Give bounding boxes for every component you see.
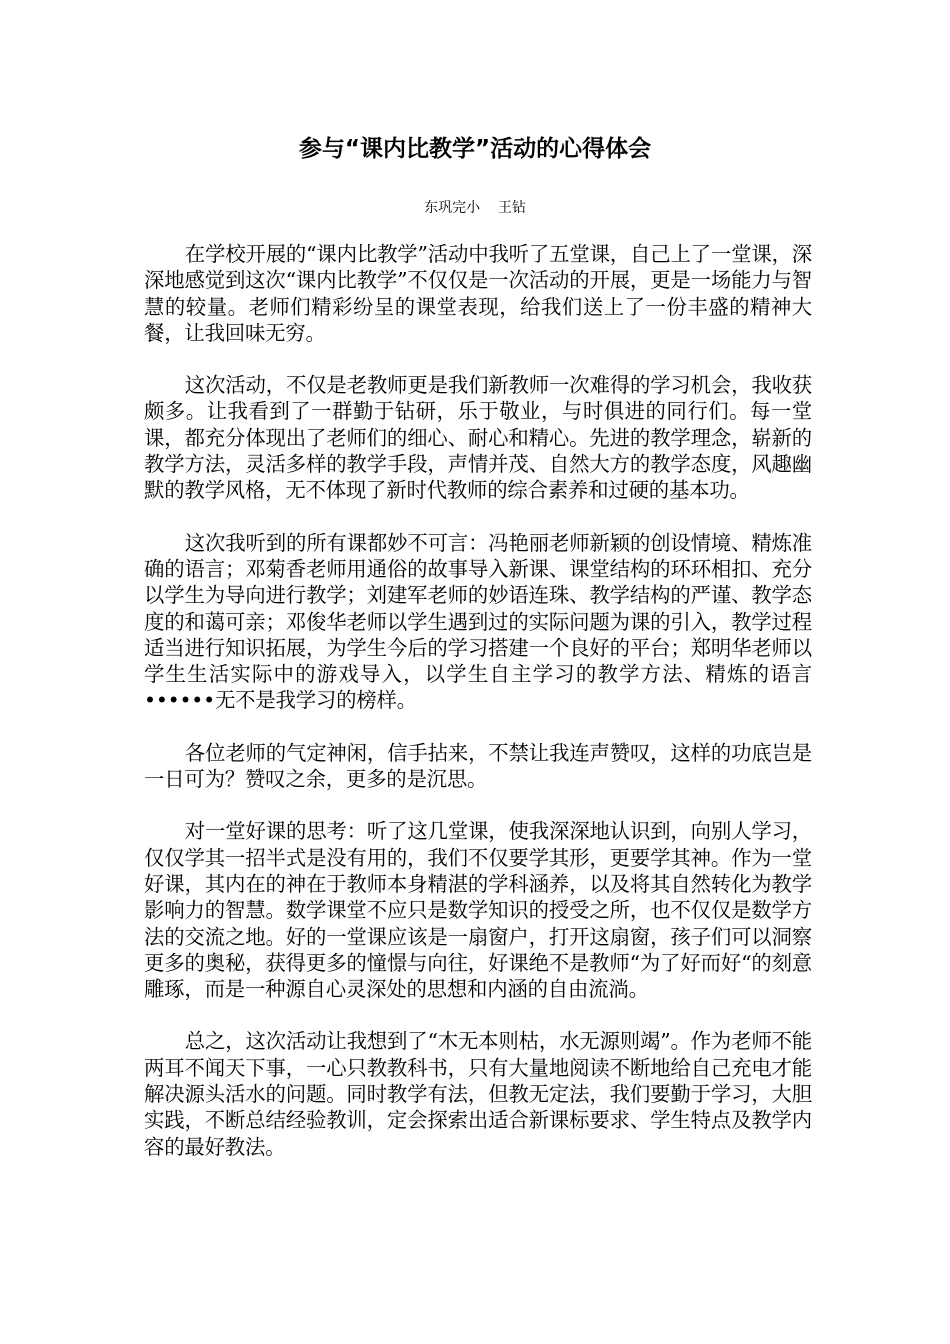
paragraph-4: 各位老师的气定神闲，信手拈来，不禁让我连声赞叹，这样的功底岂是一日可为？赞叹之余，更多的是沉思。 (144, 740, 812, 792)
paragraph-2: 这次活动，不仅是老教师更是我们新教师一次难得的学习机会，我收获颇多。让我看到了一群勤于钻研，乐于敬业，与时俱进的同行们。每一堂课，都充分体现出了老师们的细心、耐心和精心。先进的教学理念，崭新的教学方法，灵活多样的教学手段，声情并茂、自然大方的教学态度，风趣幽默的教学风格，无不体现了新时代教师的综合素养和过硬的基本功。 (144, 373, 812, 503)
paragraph-6: 总之，这次活动让我想到了“木无本则枯，水无源则竭”。作为老师不能两耳不闻天下事，一心只教教科书，只有大量地阅读不断地给自己充电才能解决源头活水的问题。同时教学有法，但教无定法，我们要勤于学习，大胆实践，不断总结经验教训，定会探索出适合新课标要求、学生特点及教学内容的最好教法。 (144, 1029, 812, 1159)
document-title: 参与“课内比教学”活动的心得体会 (298, 136, 652, 162)
paragraph-1: 在学校开展的“课内比教学”活动中我听了五堂课，自己上了一堂课，深深地感觉到这次“课内比教学”不仅仅是一次活动的开展，更是一场能力与智慧的较量。老师们精彩纷呈的课堂表现，给我们送上了一份丰盛的精神大餐，让我回味无穷。 (144, 242, 812, 345)
document-author: 东巩完小 王钻 (424, 200, 526, 216)
paragraph-3: 这次我听到的所有课都妙不可言：冯艳丽老师新颖的创设情境、精炼准确的语言；邓菊香老师用通俗的故事导入新课、课堂结构的环环相扣、充分以学生为导向进行教学；刘建军老师的妙语连珠、教学结构的严谨、教学态度的和蔼可亲；邓俊华老师以学生遇到过的实际问题为课的引入，教学过程适当进行知识拓展，为学生今后的学习搭建一个良好的平台；郑明华老师以学生生活实际中的游戏导入，以学生自主学习的教学方法、精炼的语言••••••无不是我学习的榜样。 (144, 530, 812, 713)
paragraph-5: 对一堂好课的思考：听了这几堂课，使我深深地认识到，向别人学习，仅仅学其一招半式是没有用的，我们不仅要学其形，更要学其神。作为一堂好课，其内在的神在于教师本身精湛的学科涵养，以及将其自然转化为教学影响力的智慧。数学课堂不应只是数学知识的授受之所，也不仅仅是数学方法的交流之地。好的一堂课应该是一扇窗户，打开这扇窗，孩子们可以洞察更多的奥秘，获得更多的憧憬与向往，好课绝不是教师“为了好而好“的刻意雕琢，而是一种源自心灵深处的思想和内涵的自由流淌。 (144, 819, 812, 1002)
document-body (144, 241, 812, 1186)
